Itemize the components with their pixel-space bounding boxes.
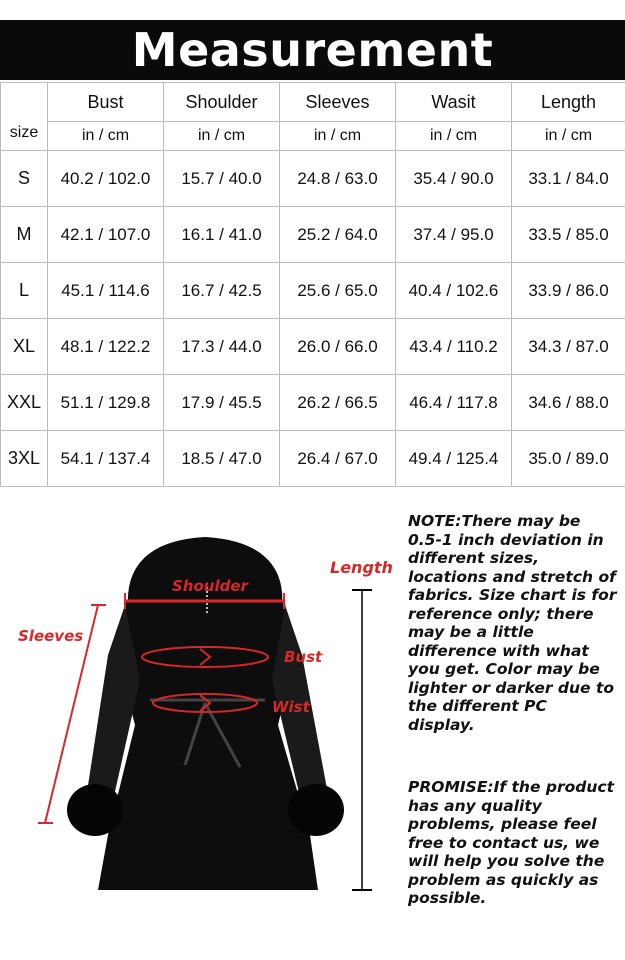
column-header: Bust [48, 83, 164, 122]
bust-label: Bust [284, 648, 323, 666]
table-cell: 24.8 / 63.0 [280, 151, 396, 207]
table-cell: 48.1 / 122.2 [48, 319, 164, 375]
table-cell: 37.4 / 95.0 [396, 207, 512, 263]
table-row [1, 375, 625, 431]
size-cell: XL [1, 319, 48, 375]
table-row [1, 431, 625, 487]
unit-label: in / cm [164, 122, 280, 151]
table-cell: 17.9 / 45.5 [164, 375, 280, 431]
table-cell: 35.4 / 90.0 [396, 151, 512, 207]
table-cell: 49.4 / 125.4 [396, 431, 512, 487]
unit-label: in / cm [280, 122, 396, 151]
unit-label: in / cm [512, 122, 625, 151]
table-cell: 25.6 / 65.0 [280, 263, 396, 319]
table-cell: 15.7 / 40.0 [164, 151, 280, 207]
right-cuff [288, 784, 344, 836]
size-chart-table [0, 82, 625, 487]
size-cell: 3XL [1, 431, 48, 487]
unit-row [1, 122, 625, 151]
table-row [1, 207, 625, 263]
table-cell: 16.7 / 42.5 [164, 263, 280, 319]
table-cell: 43.4 / 110.2 [396, 319, 512, 375]
promise-text: PROMISE:If the product has any quality problems, please feel free to contact us, we will help you solve the problem as quickly as possible. [408, 778, 614, 907]
column-header: Shoulder [164, 83, 280, 122]
table-cell: 26.2 / 66.5 [280, 375, 396, 431]
coat-diagram [0, 505, 400, 925]
table-row [1, 319, 625, 375]
table-cell: 25.2 / 64.0 [280, 207, 396, 263]
table-cell: 16.1 / 41.0 [164, 207, 280, 263]
size-header: size [1, 83, 48, 151]
size-chart-body [1, 83, 625, 487]
table-cell: 34.3 / 87.0 [512, 319, 625, 375]
header-row [1, 83, 625, 122]
table-cell: 46.4 / 117.8 [396, 375, 512, 431]
column-header: Length [512, 83, 625, 122]
table-cell: 54.1 / 137.4 [48, 431, 164, 487]
size-cell: XXL [1, 375, 48, 431]
size-cell: S [1, 151, 48, 207]
sleeves-label: Sleeves [18, 627, 84, 645]
table-cell: 18.5 / 47.0 [164, 431, 280, 487]
unit-label: in / cm [48, 122, 164, 151]
table-cell: 51.1 / 129.8 [48, 375, 164, 431]
table-cell: 40.2 / 102.0 [48, 151, 164, 207]
page-title: Measurement [0, 20, 625, 80]
table-cell: 35.0 / 89.0 [512, 431, 625, 487]
table-cell: 45.1 / 114.6 [48, 263, 164, 319]
size-cell: L [1, 263, 48, 319]
table-cell: 42.1 / 107.0 [48, 207, 164, 263]
table-row [1, 151, 625, 207]
table-cell: 26.4 / 67.0 [280, 431, 396, 487]
table-cell: 33.9 / 86.0 [512, 263, 625, 319]
column-header: Wasit [396, 83, 512, 122]
table-cell: 34.6 / 88.0 [512, 375, 625, 431]
size-cell: M [1, 207, 48, 263]
table-cell: 33.1 / 84.0 [512, 151, 625, 207]
column-header: Sleeves [280, 83, 396, 122]
table-cell: 40.4 / 102.6 [396, 263, 512, 319]
length-label: Length [330, 558, 393, 577]
table-cell: 26.0 / 66.0 [280, 319, 396, 375]
unit-label: in / cm [396, 122, 512, 151]
table-cell: 33.5 / 85.0 [512, 207, 625, 263]
shoulder-label: Shoulder [172, 577, 248, 595]
table-cell: 17.3 / 44.0 [164, 319, 280, 375]
waist-label: Wist [272, 698, 310, 716]
left-cuff [67, 784, 123, 836]
note-text: NOTE:There may be 0.5-1 inch deviation in different sizes, locations and stretch of fabrics. Size chart is for reference only; there may be a little difference with what you get. Color may be lighter or darker due to the different PC display. [408, 512, 617, 734]
table-row [1, 263, 625, 319]
